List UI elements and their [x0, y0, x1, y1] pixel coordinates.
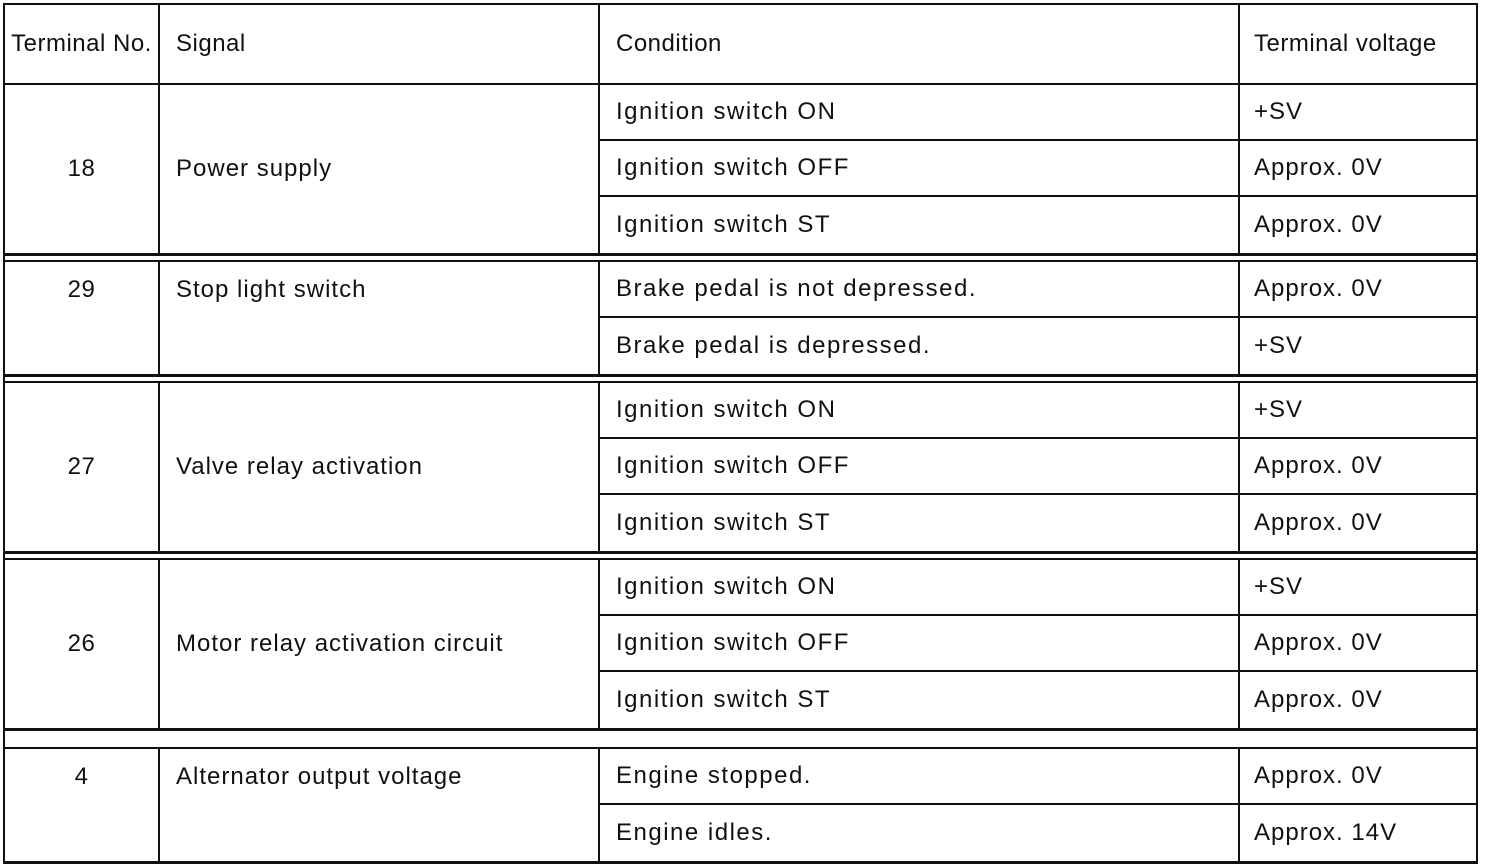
group-separator	[3, 731, 1478, 749]
condition-cell: Ignition switch OFF	[600, 141, 1240, 195]
table-row	[600, 672, 1476, 728]
terminal-number: 27	[5, 383, 160, 551]
voltage-cell: Approx. 0V	[1254, 452, 1383, 479]
condition-cell: Ignition switch OFF	[600, 439, 1240, 493]
table-header	[3, 3, 1478, 85]
terminal-group-29	[3, 262, 1478, 377]
signal-name: Power supply	[160, 85, 600, 253]
header-signal: Signal	[160, 5, 600, 83]
condition-cell: Brake pedal is depressed.	[600, 318, 1240, 374]
condition-cell: Ignition switch OFF	[600, 616, 1240, 670]
voltage-cell: Approx. 0V	[1254, 509, 1383, 536]
table-row	[600, 749, 1476, 805]
voltage-cell: Approx. 14V	[1254, 819, 1398, 846]
terminal-number: 18	[5, 85, 160, 253]
header-terminal-voltage: Terminal voltage	[1254, 30, 1437, 57]
table-row	[600, 318, 1476, 374]
table-row	[600, 805, 1476, 861]
terminal-group-18	[3, 85, 1478, 256]
signal-name: Valve relay activation	[160, 383, 600, 551]
table-row	[600, 141, 1476, 197]
voltage-cell: Approx. 0V	[1254, 275, 1383, 302]
voltage-cell: Approx. 0V	[1254, 686, 1383, 713]
signal-name: Motor relay activation circuit	[160, 560, 600, 728]
signal-name: Stop light switch	[160, 262, 600, 374]
condition-cell: Engine idles.	[600, 805, 1240, 861]
voltage-cell: Approx. 0V	[1254, 154, 1383, 181]
table-row	[600, 616, 1476, 672]
table-row	[600, 439, 1476, 495]
condition-cell: Ignition switch ST	[600, 495, 1240, 551]
terminal-group-26	[3, 560, 1478, 731]
terminal-number: 4	[5, 749, 160, 861]
voltage-cell: Approx. 0V	[1254, 629, 1383, 656]
condition-cell: Ignition switch ON	[600, 85, 1240, 139]
voltage-cell: +SV	[1254, 573, 1304, 600]
header-condition: Condition	[600, 5, 1240, 83]
terminal-voltage-table	[3, 3, 1478, 864]
header-terminal-no: Terminal No.	[5, 5, 160, 83]
voltage-cell: +SV	[1254, 332, 1304, 359]
table-row	[600, 197, 1476, 253]
voltage-cell: Approx. 0V	[1254, 762, 1383, 789]
condition-cell: Ignition switch ST	[600, 672, 1240, 728]
voltage-cell: Approx. 0V	[1254, 211, 1383, 238]
terminal-group-27	[3, 383, 1478, 554]
condition-cell: Ignition switch ST	[600, 197, 1240, 253]
terminal-number: 26	[5, 560, 160, 728]
table-row	[600, 262, 1476, 318]
table-row	[600, 495, 1476, 551]
condition-cell: Ignition switch ON	[600, 560, 1240, 614]
condition-cell: Ignition switch ON	[600, 383, 1240, 437]
voltage-cell: +SV	[1254, 98, 1304, 125]
condition-cell: Brake pedal is not depressed.	[600, 262, 1240, 316]
voltage-cell: +SV	[1254, 396, 1304, 423]
condition-cell: Engine stopped.	[600, 749, 1240, 803]
signal-name: Alternator output voltage	[160, 749, 600, 861]
terminal-number: 29	[5, 262, 160, 374]
table-row	[600, 85, 1476, 141]
table-row	[600, 560, 1476, 616]
table-row	[600, 383, 1476, 439]
terminal-group-4	[3, 749, 1478, 864]
